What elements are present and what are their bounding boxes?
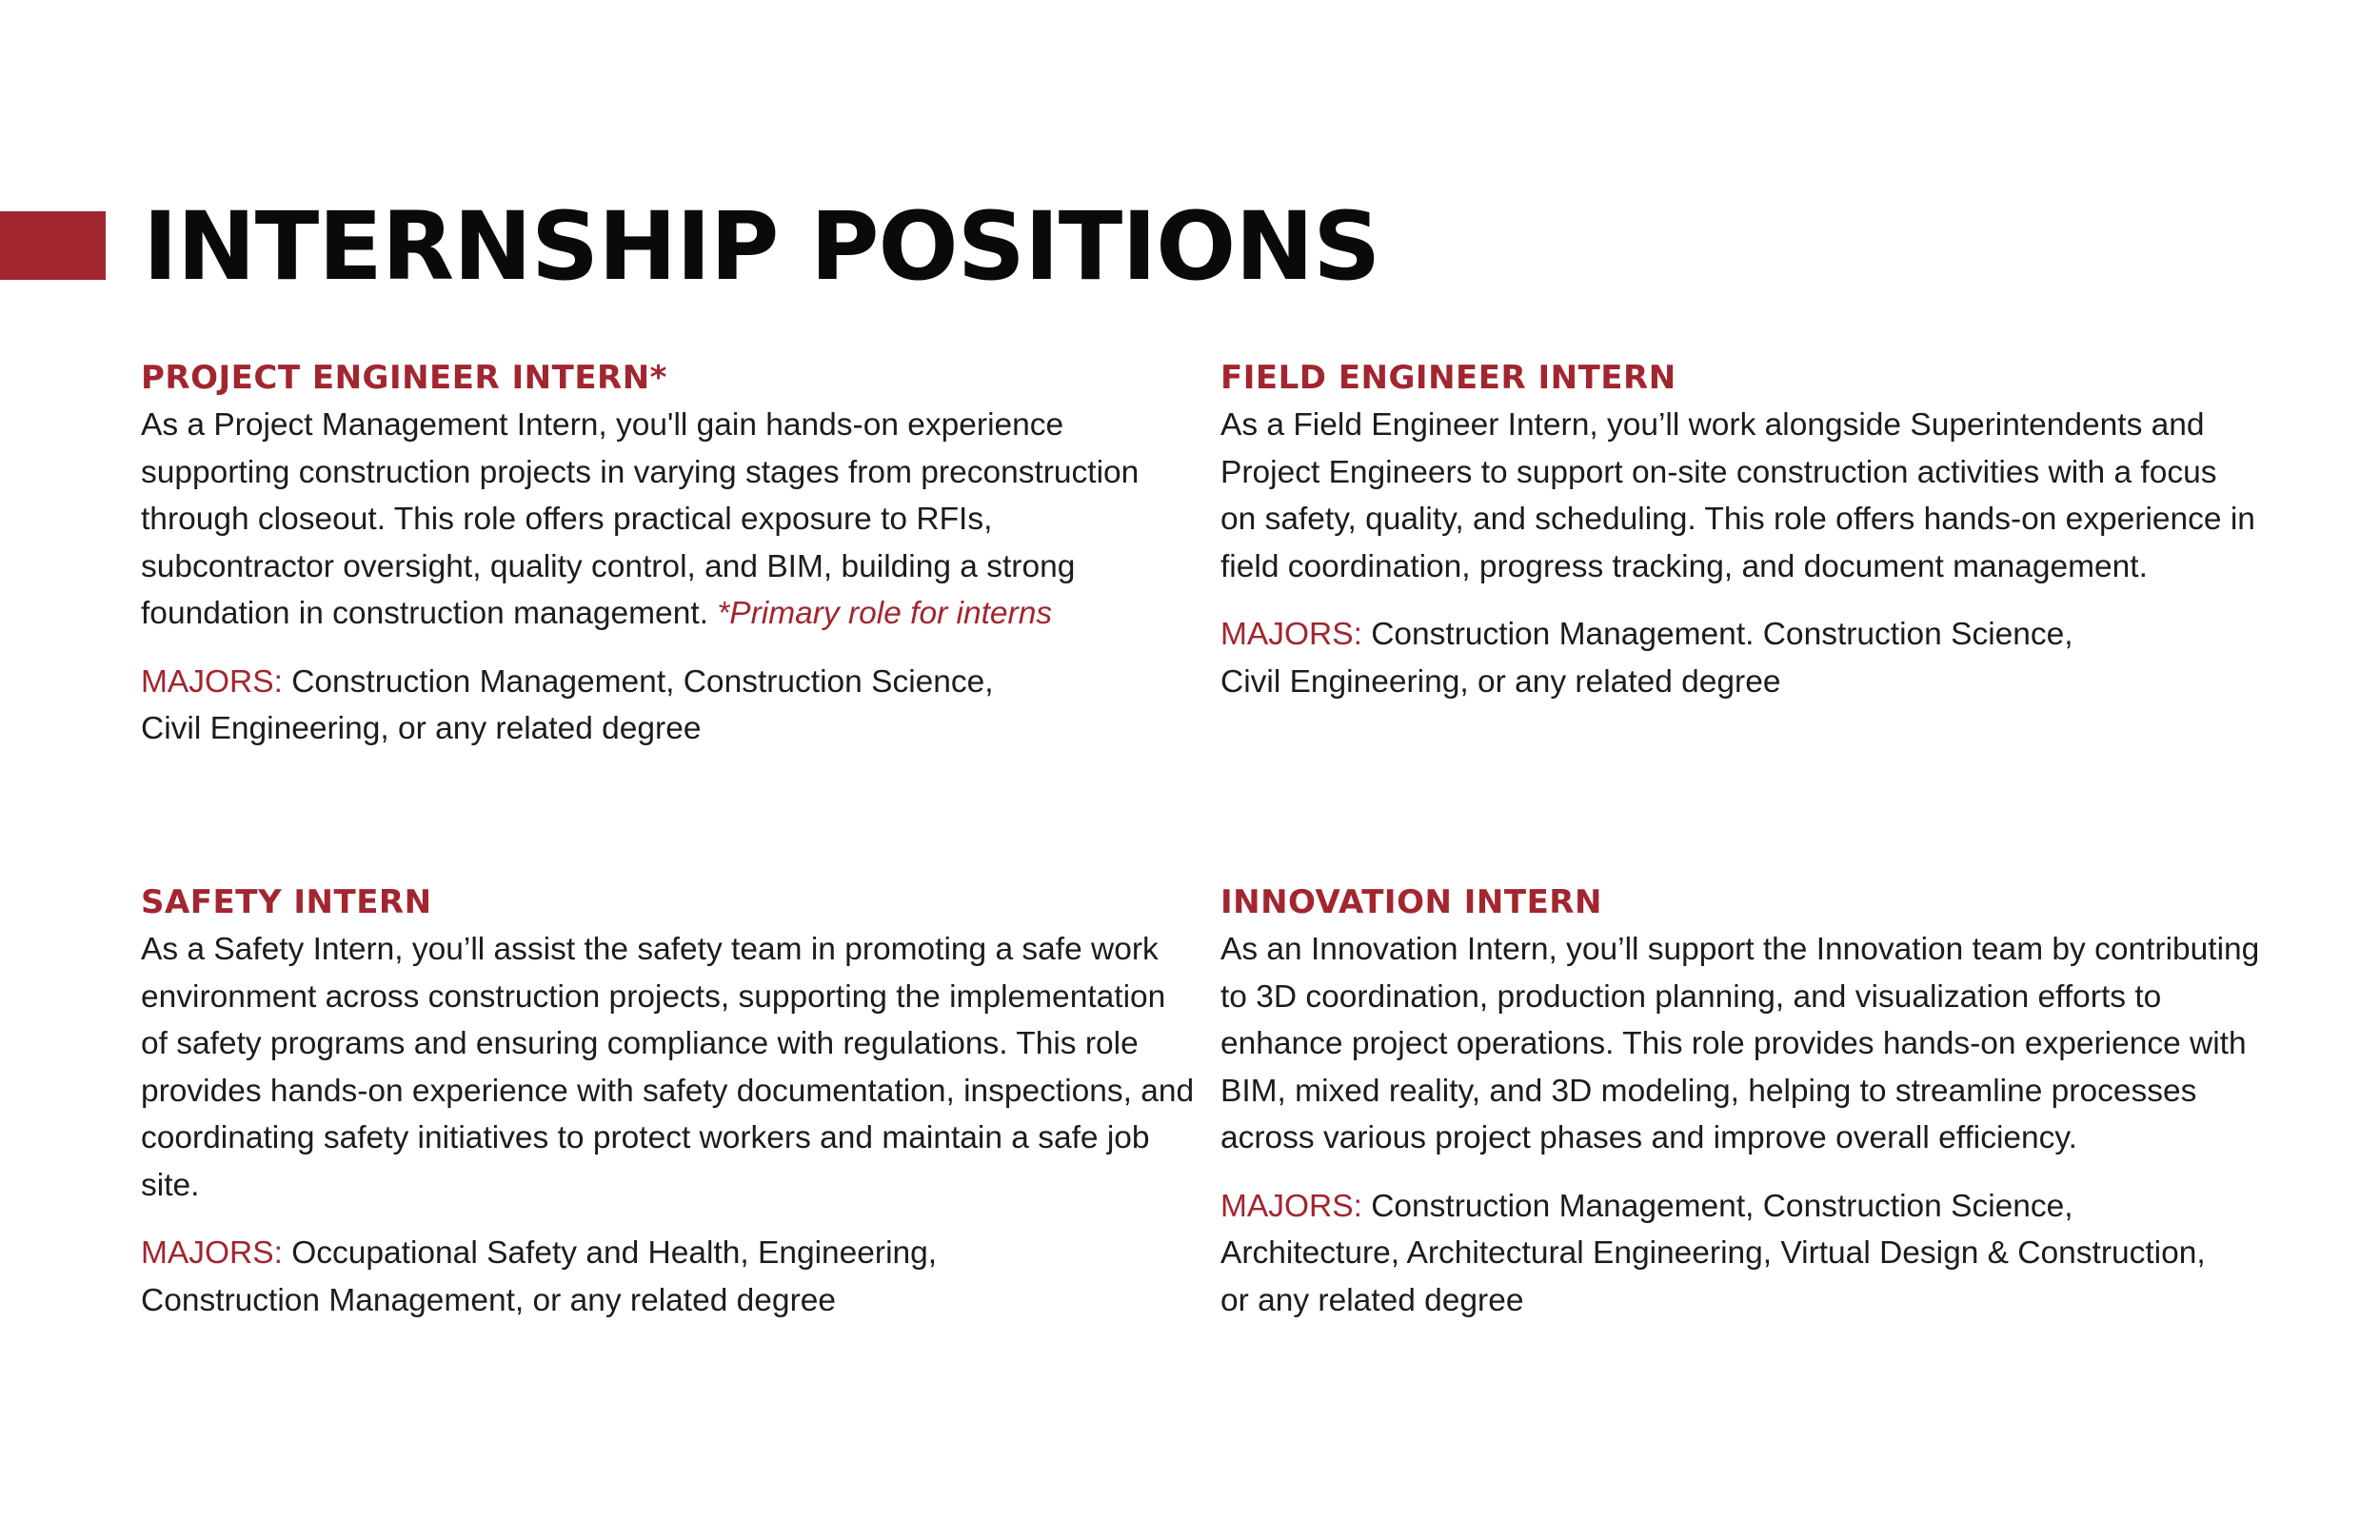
- majors-text: Occupational Safety and Health, Engineering, Construction Management, or any related degree: [141, 1235, 938, 1318]
- position-innovation-intern: [1220, 879, 2277, 1324]
- position-description: As a Field Engineer Intern, you’ll work alongside Superintendents and Project Engineers to support on-site construction activities with a focus on safety, quality, and scheduling. This role offers hands-on experience in field coordination, progress tracking, and document management.: [1220, 407, 2255, 584]
- majors-text: Construction Management, Construction Science, Architecture, Architectural Engineering, Virtual Design & Construction, or any related degree: [1220, 1188, 2206, 1318]
- position-project-engineer-intern: [141, 354, 1198, 753]
- page-title: INTERNSHIP POSITIONS: [143, 192, 1380, 302]
- majors-text: Construction Management. Construction Science, Civil Engineering, or any related degree: [1220, 617, 2073, 700]
- majors-label: MAJORS:: [1220, 1188, 1362, 1224]
- majors-label: MAJORS:: [141, 663, 283, 700]
- position-safety-intern: [141, 879, 1198, 1324]
- position-heading: SAFETY INTERN: [141, 883, 432, 921]
- description-text: As a Project Management Intern, you'll gain hands-on experience supporting construction projects in varying stages from preconstruction through closeout. This role offers practical exposure to RFIs, subcontractor oversight, quality control, and BIM, building a strong foundation in construction management.: [141, 407, 1140, 631]
- position-majors: [141, 1230, 1198, 1324]
- primary-role-note: *Primary role for interns: [717, 596, 1053, 631]
- position-majors: [1220, 611, 2277, 705]
- position-description: As a Safety Intern, you’ll assist the safety team in promoting a safe work environment across construction projects, supporting the implementation of safety programs and ensuring compliance with regulations. This role provides hands-on experience with safety documentation, inspections, and coordinating safety initiatives to protect workers and maintain a safe job site.: [141, 932, 1195, 1203]
- title-accent-bar: [0, 211, 106, 280]
- position-majors: [141, 659, 1198, 753]
- position-description: [141, 402, 1198, 638]
- position-heading: FIELD ENGINEER INTERN: [1220, 359, 1676, 397]
- position-description: As an Innovation Intern, you’ll support the Innovation team by contributing to 3D coordination, production planning, and visualization efforts to enhance project operations. This role provides hands-on experience with BIM, mixed reality, and 3D modeling, helping to streamline processes across various project phases and improve overall efficiency.: [1220, 932, 2260, 1155]
- majors-label: MAJORS:: [1220, 617, 1362, 652]
- position-field-engineer-intern: [1220, 354, 2277, 705]
- position-majors: [1220, 1183, 2277, 1325]
- position-heading: INNOVATION INTERN: [1220, 883, 1602, 921]
- majors-label: MAJORS:: [141, 1235, 283, 1271]
- majors-text: Construction Management, Construction Science, Civil Engineering, or any related degree: [141, 663, 994, 746]
- position-heading: PROJECT ENGINEER INTERN*: [141, 359, 667, 397]
